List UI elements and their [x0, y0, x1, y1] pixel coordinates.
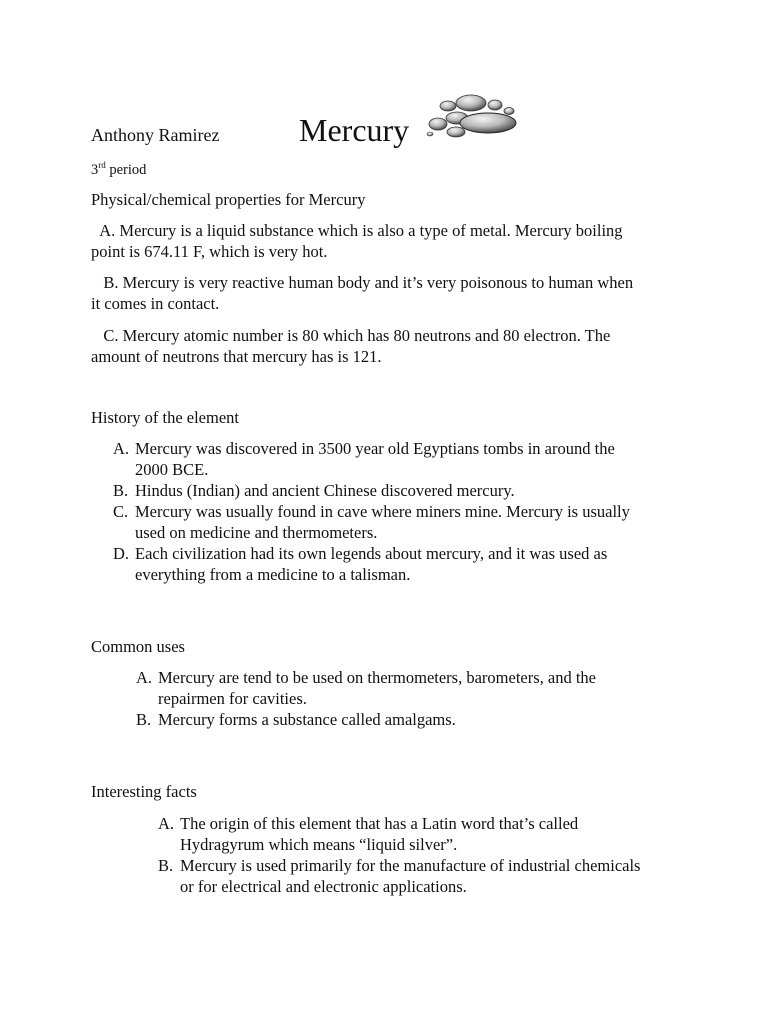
- history-list: [113, 438, 693, 585]
- list-item: A. Mercury was discovered in 3500 year old Egyptians tombs in around the 2000 BCE.: [113, 439, 615, 479]
- list-item: B. Hindus (Indian) and ancient Chinese discovered mercury.: [113, 481, 515, 500]
- facts-list: [158, 813, 698, 897]
- section-heading-physical: Physical/chemical properties for Mercury: [91, 190, 366, 209]
- mercury-droplets-image: [426, 92, 526, 146]
- list-item: B. Mercury is used primarily for the manufacture of industrial chemicals or for electrical and electronic applications.: [158, 856, 641, 896]
- list-item: A. The origin of this element that has a Latin word that’s called Hydragyrum which means “liquid silver”.: [158, 814, 579, 854]
- list-item: B. Mercury forms a substance called amalgams.: [136, 710, 456, 729]
- property-item-b: B. Mercury is very reactive human body and it’s very poisonous to human when it comes in contact.: [91, 273, 634, 313]
- section-heading-history: History of the element: [91, 408, 240, 427]
- section-heading-uses: Common uses: [91, 637, 185, 656]
- document-title: Mercury: [299, 112, 410, 148]
- property-item-a: A. Mercury is a liquid substance which is also a type of metal. Mercury boiling point is 674.11 F, which is very hot.: [91, 221, 623, 261]
- list-item: C. Mercury was usually found in cave where miners mine. Mercury is usually used on medicine and thermometers.: [113, 502, 630, 542]
- list-item: A. Mercury are tend to be used on thermometers, barometers, and the repairmen for cavities.: [136, 668, 597, 708]
- list-item: D. Each civilization had its own legends about mercury, and it was used as everything from a medicine to a talisman.: [113, 544, 608, 584]
- property-item-c: C. Mercury atomic number is 80 which has 80 neutrons and 80 electron. The amount of neutrons that mercury has is 121.: [91, 326, 611, 366]
- uses-list: [136, 667, 696, 730]
- section-heading-facts: Interesting facts: [91, 782, 197, 801]
- author-name: Anthony Ramirez: [91, 125, 220, 145]
- class-period: 3rd period: [91, 160, 147, 178]
